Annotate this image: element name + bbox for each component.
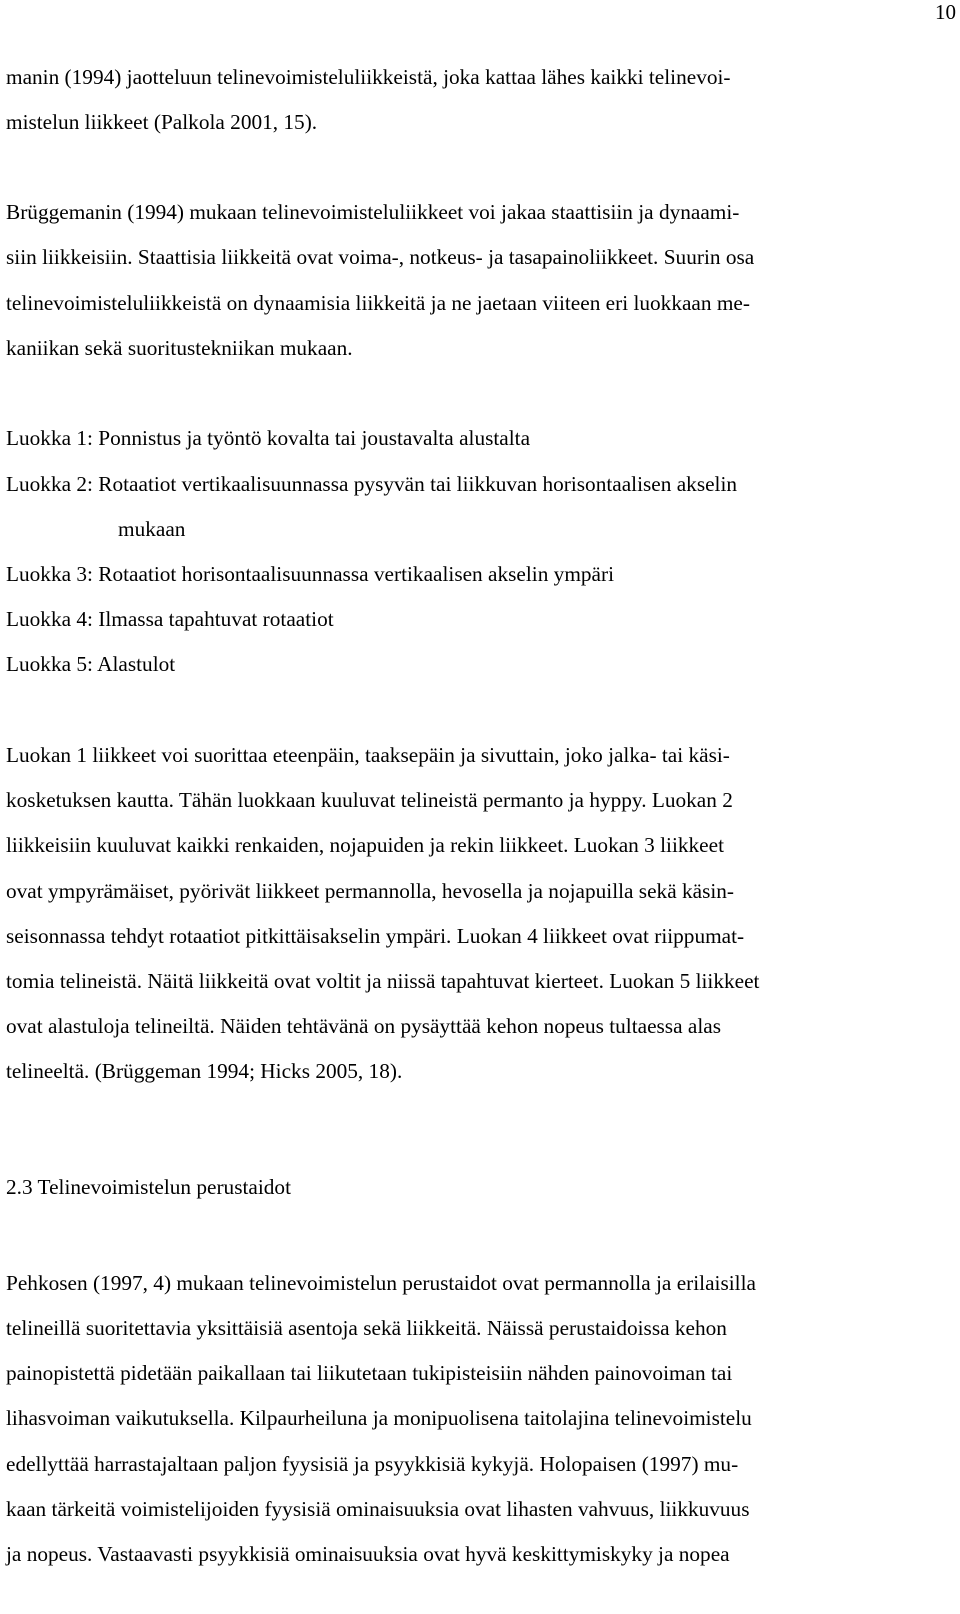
text-line: kaniikan sekä suoritustekniikan mukaan.: [6, 336, 353, 360]
text-line: kosketuksen kautta. Tähän luokkaan kuuluvat telineistä permanto ja hyppy. Luokan 2: [6, 788, 733, 812]
list-item-continuation: mukaan: [118, 517, 186, 541]
text-line: seisonnassa tehdyt rotaatiot pitkittäisakselin ympäri. Luokan 4 liikkeet ovat riippumat-: [6, 924, 745, 948]
list-item: Luokka 3: Rotaatiot horisontaalisuunnassa vertikaalisen akselin ympäri: [6, 562, 615, 586]
text-line: mistelun liikkeet (Palkola 2001, 15).: [6, 110, 318, 134]
page-number: 10: [935, 0, 956, 24]
text-line: Pehkosen (1997, 4) mukaan telinevoimistelun perustaidot ovat permannolla ja erilaisilla: [6, 1271, 756, 1295]
text-line: telineeltä. (Brüggeman 1994; Hicks 2005, 18).: [6, 1059, 403, 1083]
text-line: ja nopeus. Vastaavasti psyykkisiä ominaisuuksia ovat hyvä keskittymiskyky ja nopea: [6, 1542, 730, 1566]
text-line: telinevoimisteluliikkeistä on dynaamisia liikkeitä ja ne jaetaan viiteen eri luokkaan me-: [6, 291, 750, 315]
text-line: Brüggemanin (1994) mukaan telinevoimisteluliikkeet voi jakaa staattisiin ja dynaami-: [6, 200, 740, 224]
text-line: manin (1994) jaotteluun telinevoimisteluliikkeistä, joka kattaa lähes kaikki telinevoi-: [6, 65, 731, 89]
section-heading: 2.3 Telinevoimistelun perustaidot: [6, 1175, 291, 1199]
text-line: kaan tärkeitä voimistelijoiden fyysisiä ominaisuuksia ovat lihasten vahvuus, liikkuvuus: [6, 1497, 750, 1521]
list-item: Luokka 5: Alastulot: [6, 652, 176, 676]
text-line: ovat ympyrämäiset, pyörivät liikkeet permannolla, hevosella ja nojapuilla sekä käsin-: [6, 879, 735, 903]
text-line: siin liikkeisiin. Staattisia liikkeitä ovat voima-, notkeus- ja tasapainoliikkeet. Suurin osa: [6, 245, 755, 269]
text-line: ovat alastuloja telineiltä. Näiden tehtävänä on pysäyttää kehon nopeus tultaessa alas: [6, 1014, 721, 1038]
list-item: Luokka 1: Ponnistus ja työntö kovalta tai joustavalta alustalta: [6, 426, 531, 450]
text-line: telineillä suoritettavia yksittäisiä asentoja sekä liikkeitä. Näissä perustaidoissa kehon: [6, 1316, 727, 1340]
text-line: Luokan 1 liikkeet voi suorittaa eteenpäin, taaksepäin ja sivuttain, joko jalka- tai käsi-: [6, 743, 730, 767]
list-item: Luokka 2: Rotaatiot vertikaalisuunnassa pysyvän tai liikkuvan horisontaalisen akselin: [6, 472, 738, 496]
text-line: tomia telineistä. Näitä liikkeitä ovat voltit ja niissä tapahtuvat kierteet. Luokan 5 liikkeet: [6, 969, 760, 993]
text-line: painopistettä pidetään paikallaan tai liikutetaan tukipisteisiin nähden painovoiman tai: [6, 1361, 733, 1385]
text-line: liikkeisiin kuuluvat kaikki renkaiden, nojapuiden ja rekin liikkeet. Luokan 3 liikkeet: [6, 833, 725, 857]
list-item: Luokka 4: Ilmassa tapahtuvat rotaatiot: [6, 607, 334, 631]
text-line: edellyttää harrastajaltaan paljon fyysisiä ja psyykkisiä kykyjä. Holopaisen (1997) mu-: [6, 1452, 739, 1476]
text-line: lihasvoiman vaikutuksella. Kilpaurheiluna ja monipuolisena taitolajina telinevoimistelu: [6, 1406, 752, 1430]
